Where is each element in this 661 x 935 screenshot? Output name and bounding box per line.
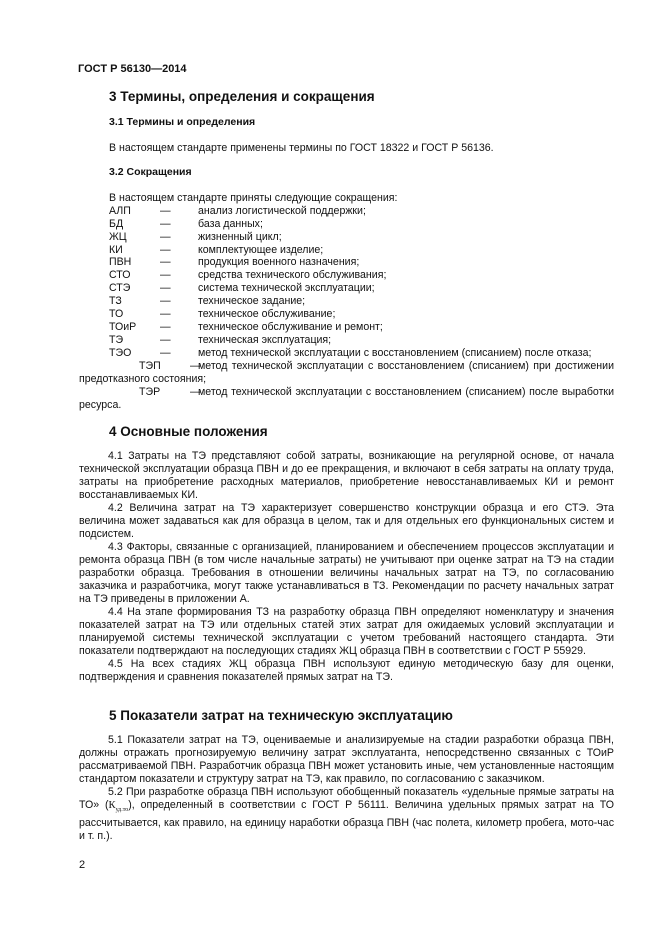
subsection-3-1-text: В настоящем стандарте применены термины по ГОСТ 18322 и ГОСТ Р 56136. — [109, 142, 494, 154]
abbreviation: КИ — [109, 243, 123, 256]
abbreviation-definition: метод технической эксплуатации с восстановлением (списанием) при достижении предотказного состояния; — [79, 359, 614, 385]
dash: — — [160, 295, 171, 308]
abbreviation: БД — [109, 217, 124, 230]
abbreviation-item — [109, 218, 614, 231]
formula-symbol: К — [108, 800, 116, 811]
dash: — — [160, 204, 171, 217]
abbreviation-definition: комплектующее изделие; — [198, 243, 324, 256]
abbreviation: СТО — [109, 269, 131, 282]
abbreviation-item — [109, 295, 614, 308]
formula-subscript: уд.то — [115, 807, 129, 814]
abbreviation-item — [109, 231, 614, 244]
abbreviation-definition: метод технической эксплуатации с восстановлением (списанием) после отказа; — [198, 346, 592, 359]
abbreviation-item — [109, 256, 614, 269]
paragraph-4-5: 4.5 На всех стадиях ЖЦ образца ПВН используют единую методическую базу для оценки, подтверждения и сравнения показателей прямых затрат на ТЭ. — [79, 658, 614, 683]
document-header: ГОСТ Р 56130—2014 — [78, 63, 187, 75]
abbreviation-definition: жизненный цикл; — [198, 230, 282, 243]
abbreviation: ПВН — [109, 256, 132, 269]
abbreviation-item — [79, 360, 614, 386]
dash: — — [160, 217, 171, 230]
dash: — — [160, 320, 171, 333]
abbreviation-item — [109, 347, 614, 360]
paragraph-4-2: 4.2 Величина затрат на ТЭ характеризует совершенство конструкции образца и его СТЭ. Эта величина может задаваться как для образца в целом, так и для отдельных его функциональных систем и подсистем. — [79, 502, 614, 540]
abbreviation: АЛП — [109, 204, 131, 217]
dash: — — [160, 308, 171, 321]
abbreviation: ТЗ — [109, 295, 122, 308]
section-5-title: 5 Показатели затрат на техническую эксплуатацию — [109, 708, 453, 723]
dash: — — [160, 230, 171, 243]
page-number: 2 — [79, 859, 86, 871]
abbreviation: ТОиР — [109, 320, 137, 333]
dash: — — [160, 282, 171, 295]
abbreviation-item — [79, 386, 614, 412]
dash: — — [160, 243, 171, 256]
abbreviation-definition: база данных; — [198, 217, 263, 230]
abbreviation: ТЭО — [109, 346, 132, 359]
abbreviation-definition: техническое обслуживание; — [198, 308, 336, 321]
paragraph-5-2 — [79, 786, 614, 843]
subsection-3-2-title: 3.2 Сокращения — [109, 166, 192, 178]
abbreviation-definition: анализ логистической поддержки; — [198, 204, 366, 217]
dash: — — [160, 269, 171, 282]
dash: — — [160, 346, 171, 359]
subsection-3-1-title: 3.1 Термины и определения — [109, 116, 256, 128]
paragraph-4-4: 4.4 На этапе формирования ТЗ на разработку образца ПВН определяют номенклатуру и значения показателей затрат на ТЭ или отдельных статей этих затрат для ожидаемых условий эксплуатации и планируемой системы технической эксплуатации с учетом требований настоящего стандарта. Эти показатели подтверждают на последующих стадиях ЖЦ образца ПВН в соответствии с ГОСТ Р 55929. — [79, 606, 614, 657]
abbreviation-definition: средства технического обслуживания; — [198, 269, 387, 282]
section-5-body — [79, 734, 614, 843]
paragraph-5-1: 5.1 Показатели затрат на ТЭ, оцениваемые и анализируемые на стадии разработки образца ПВН, должны отражать прогнозируемую величину затрат эксплуатанта, непосредственно связанных с ТОиР рассматриваемой ПВН. Разработчик образца ПВН может установить иные, чем установленные настоящим стандартом показатели и структуру затрат на ТЭ, как правило, по согласованию с заказчиком. — [79, 734, 614, 785]
abbreviation-definition: техническое обслуживание и ремонт; — [198, 320, 383, 333]
abbreviation-item — [109, 282, 614, 295]
section-3-title: 3 Термины, определения и сокращения — [109, 89, 375, 104]
p52-text-b: ), определенный в соответствии с ГОСТ Р 56111. Величина удельных прямых затрат на ТО рассчитывается, как правило, на единицу наработки образца ПВН (час полета, километр пробега, мото-час и т. п.). — [79, 799, 614, 843]
abbreviation-definition: техническое задание; — [198, 295, 306, 308]
abbreviation-item — [109, 334, 614, 347]
abbreviation-item — [109, 321, 614, 334]
dash: — — [160, 333, 171, 346]
dash: — — [190, 385, 201, 398]
abbreviation: ТЭ — [109, 333, 124, 346]
abbreviation-item — [109, 308, 614, 321]
p52-text-a: 5.2 При разработке образца ПВН используют обобщенный показатель «удельные прямые затраты на ТО» ( — [79, 786, 614, 811]
paragraph-4-1: 4.1 Затраты на ТЭ представляют собой затраты, возникающие на регулярной основе, от начала технической эксплуатации образца ПВН и до ее прекращения, и включают в себя затраты на оплату труда, затраты на приобретение расходных материалов, приобретение невосстанавливаемых КИ и ремонт восстанавливаемых КИ. — [79, 450, 614, 501]
abbreviation-definition: продукция военного назначения; — [198, 256, 360, 269]
abbreviation-item — [109, 244, 614, 257]
abbreviation: ТЭР — [139, 385, 161, 398]
dash: — — [190, 359, 201, 372]
abbreviations-intro: В настоящем стандарте приняты следующие сокращения: — [109, 192, 398, 204]
abbreviation-item — [109, 205, 614, 218]
section-4-body — [79, 450, 614, 684]
dash: — — [160, 256, 171, 269]
paragraph-4-3: 4.3 Факторы, связанные с организацией, планированием и обеспечением процессов эксплуатации и ремонта образца ПВН (в том числе начальные затраты) не учитывают при оценке затрат на ТЭ на стадии разработки образца. Требования в отношении величины начальных затрат на ТЭ, по согласованию заказчика и разработчика, могут также устанавливаться в ТЗ. Рекомендации по расчету начальных затрат на ТЭ приведены в приложении А. — [79, 541, 614, 605]
abbreviation: ЖЦ — [109, 230, 127, 243]
abbreviation-definition: техническая эксплуатация; — [198, 333, 332, 346]
abbreviation-definition: система технической эксплуатации; — [198, 282, 375, 295]
abbreviation-definition: метод технической эксплуатации с восстановлением (списанием) после выработки ресурса. — [79, 385, 614, 411]
abbreviation: ТО — [109, 308, 124, 321]
section-4-title: 4 Основные положения — [109, 424, 268, 439]
abbreviations-list — [79, 192, 614, 412]
abbreviation: СТЭ — [109, 282, 131, 295]
abbreviation: ТЭП — [139, 359, 161, 372]
abbreviation-item — [109, 269, 614, 282]
